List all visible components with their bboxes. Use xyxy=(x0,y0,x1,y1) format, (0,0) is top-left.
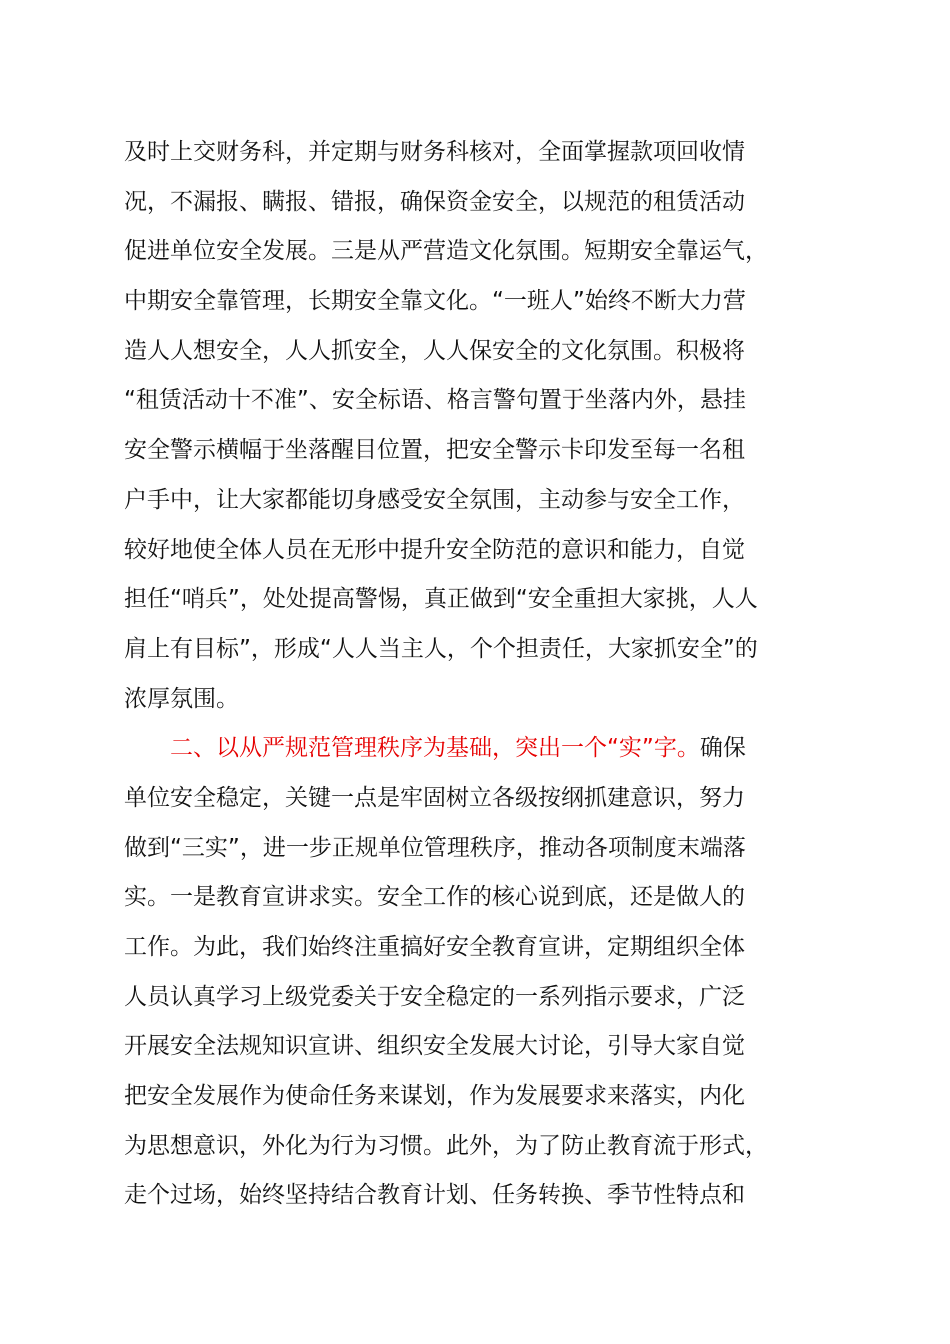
text-line-8: 户手中，让大家都能切身感受安全氛围，主动参与安全工作， xyxy=(124,486,745,513)
body-text xyxy=(124,128,844,1221)
text-line-9: 较好地使全体人员在无形中提升安全防范的意识和能力，自觉 xyxy=(124,536,745,563)
section-first-line xyxy=(124,724,844,774)
text-line-11: 肩上有目标”，形成“人人当主人，个个担责任，大家抓安全”的 xyxy=(124,635,758,662)
section-line-2: 做到“三实”，进一步正规单位管理秩序，推动各项制度末端落 xyxy=(124,834,746,861)
section-line-3: 实。一是教育宣讲求实。安全工作的核心说到底，还是做人的 xyxy=(124,884,745,911)
text-line-4: 中期安全靠管理，长期安全靠文化。“一班人”始终不断大力营 xyxy=(124,288,746,315)
text-line-10: 担任“哨兵”，处处提高警惕，真正做到“安全重担大家挑，人人 xyxy=(124,586,758,613)
section-first-line-rest: 确保 xyxy=(699,735,746,762)
text-line-3: 促进单位安全发展。三是从严营造文化氛围。短期安全靠运气， xyxy=(124,238,768,265)
text-line-6: “租赁活动十不准”、安全标语、格言警句置于坐落内外，悬挂 xyxy=(124,387,746,414)
text-line-7: 安全警示横幅于坐落醒目位置，把安全警示卡印发至每一名租 xyxy=(124,437,745,464)
section-line-9: 走个过场，始终坚持结合教育计划、任务转换、季节性特点和 xyxy=(124,1182,745,1209)
text-line-1: 及时上交财务科，并定期与财务科核对，全面掌握款项回收情 xyxy=(124,139,745,165)
section-heading: 二、以从严规范管理秩序为基础，突出一个“实”字。 xyxy=(170,735,700,762)
section-line-1: 单位安全稳定，关键一点是牢固树立各级按纲抓建意识，努力 xyxy=(124,784,745,811)
text-line-2: 况，不漏报、瞒报、错报，确保资金安全，以规范的租赁活动 xyxy=(124,188,745,215)
section-line-5: 人员认真学习上级党委关于安全稳定的一系列指示要求，广泛 xyxy=(124,983,745,1010)
section-line-7: 把安全发展作为使命任务来谋划，作为发展要求来落实，内化 xyxy=(124,1083,745,1110)
text-line-12: 浓厚氛围。 xyxy=(124,685,239,712)
section-line-8: 为思想意识，外化为行为习惯。此外，为了防止教育流于形式， xyxy=(124,1132,768,1159)
section-line-6: 开展安全法规知识宣讲、组织安全发展大讨论，引导大家自觉 xyxy=(124,1033,745,1060)
section-line-4: 工作。为此，我们始终注重搞好安全教育宣讲，定期组织全体 xyxy=(124,934,745,960)
text-line-5: 造人人想安全，人人抓安全，人人保安全的文化氛围。积极将 xyxy=(124,337,745,364)
